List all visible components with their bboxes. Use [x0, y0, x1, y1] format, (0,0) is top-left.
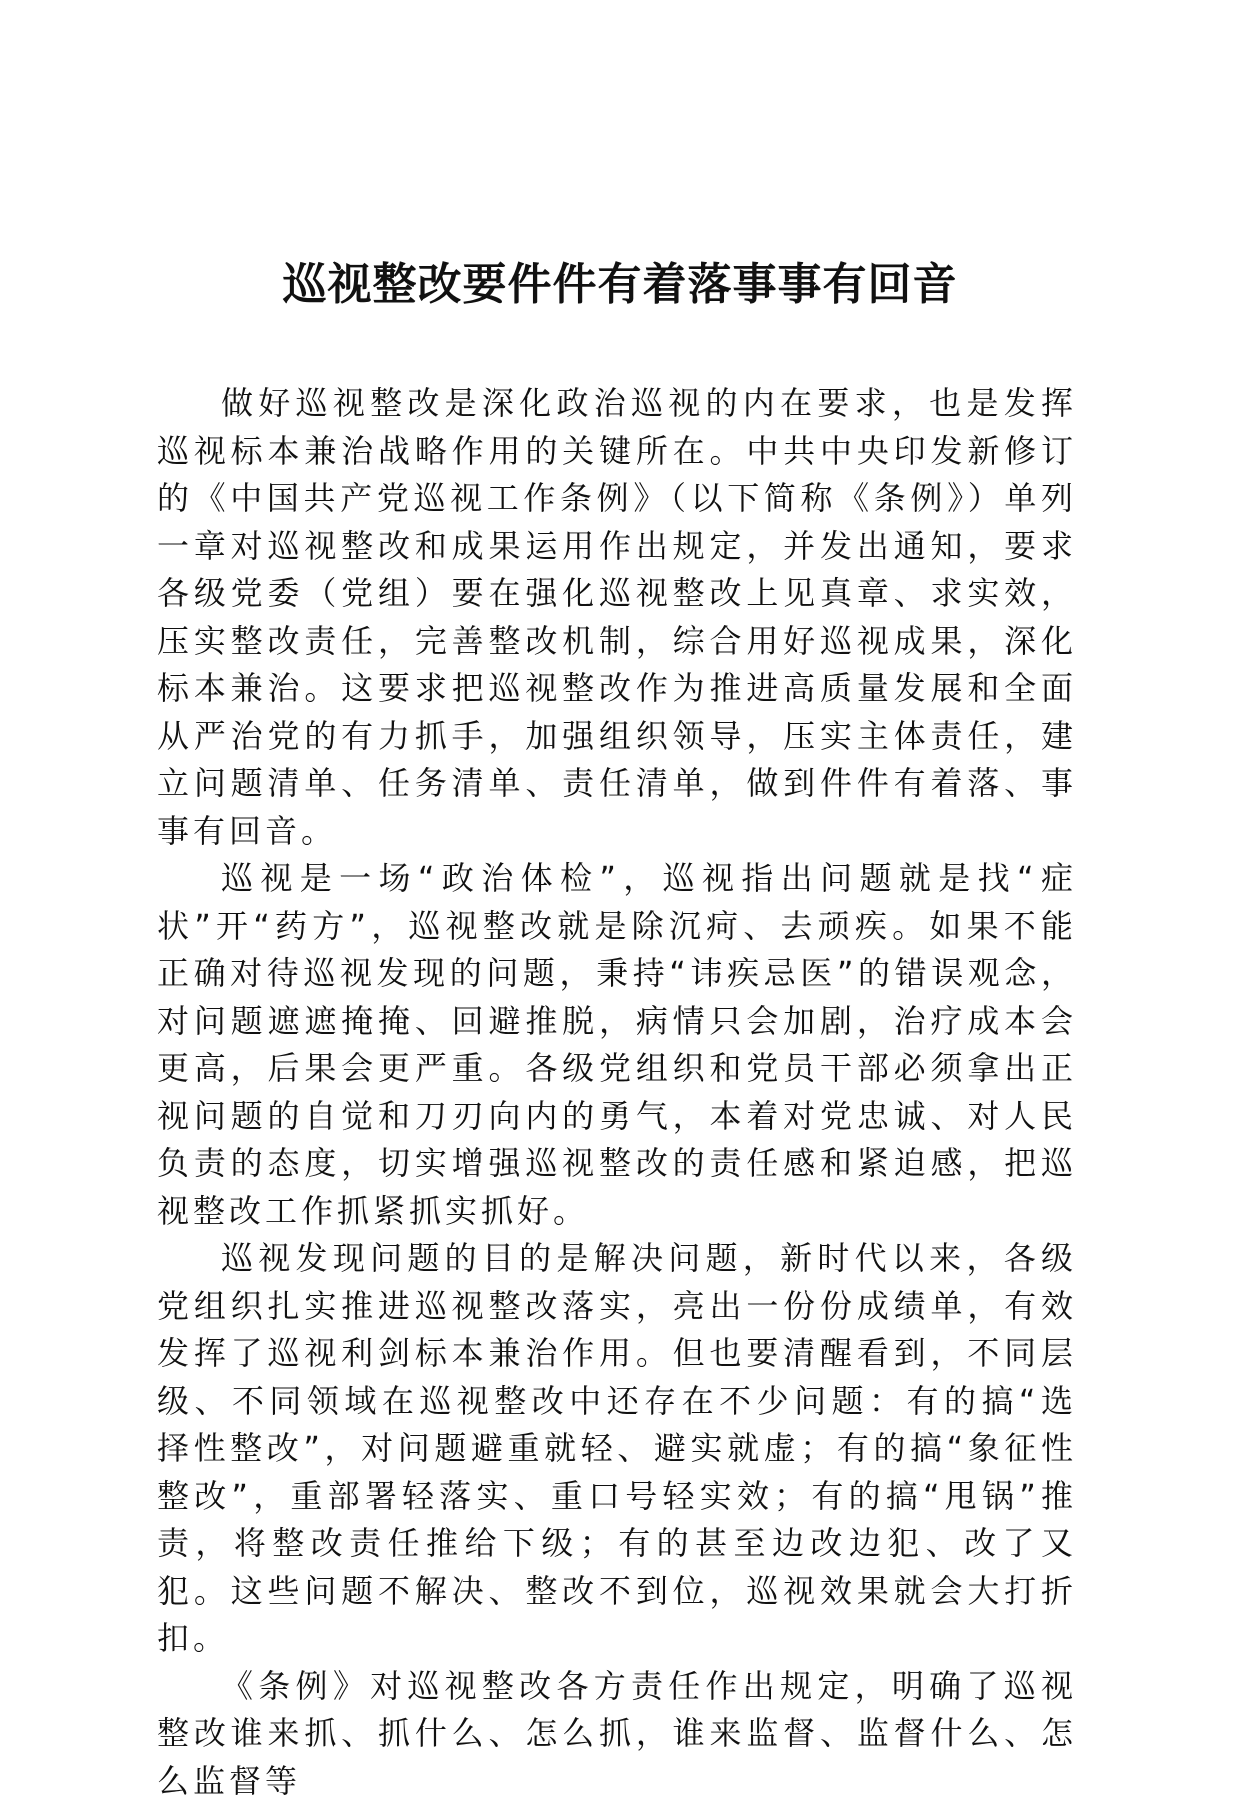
document-body [157, 380, 1077, 1805]
paragraph: 巡视是一场“政治体检”，巡视指出问题就是找“症状”开“药方”，巡视整改就是除沉疴、去顽疾。如果不能正确对待巡视发现的问题，秉持“讳疾忌医”的错误观念，对问题遮遮掩掩、回避推脱，病情只会加剧，治疗成本会更高，后果会更严重。各级党组织和党员干部必须拿出正视问题的自觉和刀刃向内的勇气，本着对党忠诚、对人民负责的态度，切实增强巡视整改的责任感和紧迫感，把巡视整改工作抓紧抓实抓好。 [157, 855, 1077, 1235]
document-title: 巡视整改要件件有着落事事有回音 [0, 255, 1240, 315]
paragraph: 做好巡视整改是深化政治巡视的内在要求，也是发挥巡视标本兼治战略作用的关键所在。中共中央印发新修订的《中国共产党巡视工作条例》（以下简称《条例》）单列一章对巡视整改和成果运用作出规定，并发出通知，要求各级党委（党组）要在强化巡视整改上见真章、求实效，压实整改责任，完善整改机制，综合用好巡视成果，深化标本兼治。这要求把巡视整改作为推进高质量发展和全面从严治党的有力抓手，加强组织领导，压实主体责任，建立问题清单、任务清单、责任清单，做到件件有着落、事事有回音。 [157, 380, 1077, 855]
paragraph: 巡视发现问题的目的是解决问题，新时代以来，各级党组织扎实推进巡视整改落实，亮出一份份成绩单，有效发挥了巡视利剑标本兼治作用。但也要清醒看到，不同层级、不同领域在巡视整改中还存在不少问题：有的搞“选择性整改”，对问题避重就轻、避实就虚；有的搞“象征性整改”，重部署轻落实、重口号轻实效；有的搞“甩锅”推责，将整改责任推给下级；有的甚至边改边犯、改了又犯。这些问题不解决、整改不到位，巡视效果就会大打折扣。 [157, 1235, 1077, 1663]
paragraph: 《条例》对巡视整改各方责任作出规定，明确了巡视整改谁来抓、抓什么、怎么抓，谁来监督、监督什么、怎么监督等 [157, 1663, 1077, 1805]
